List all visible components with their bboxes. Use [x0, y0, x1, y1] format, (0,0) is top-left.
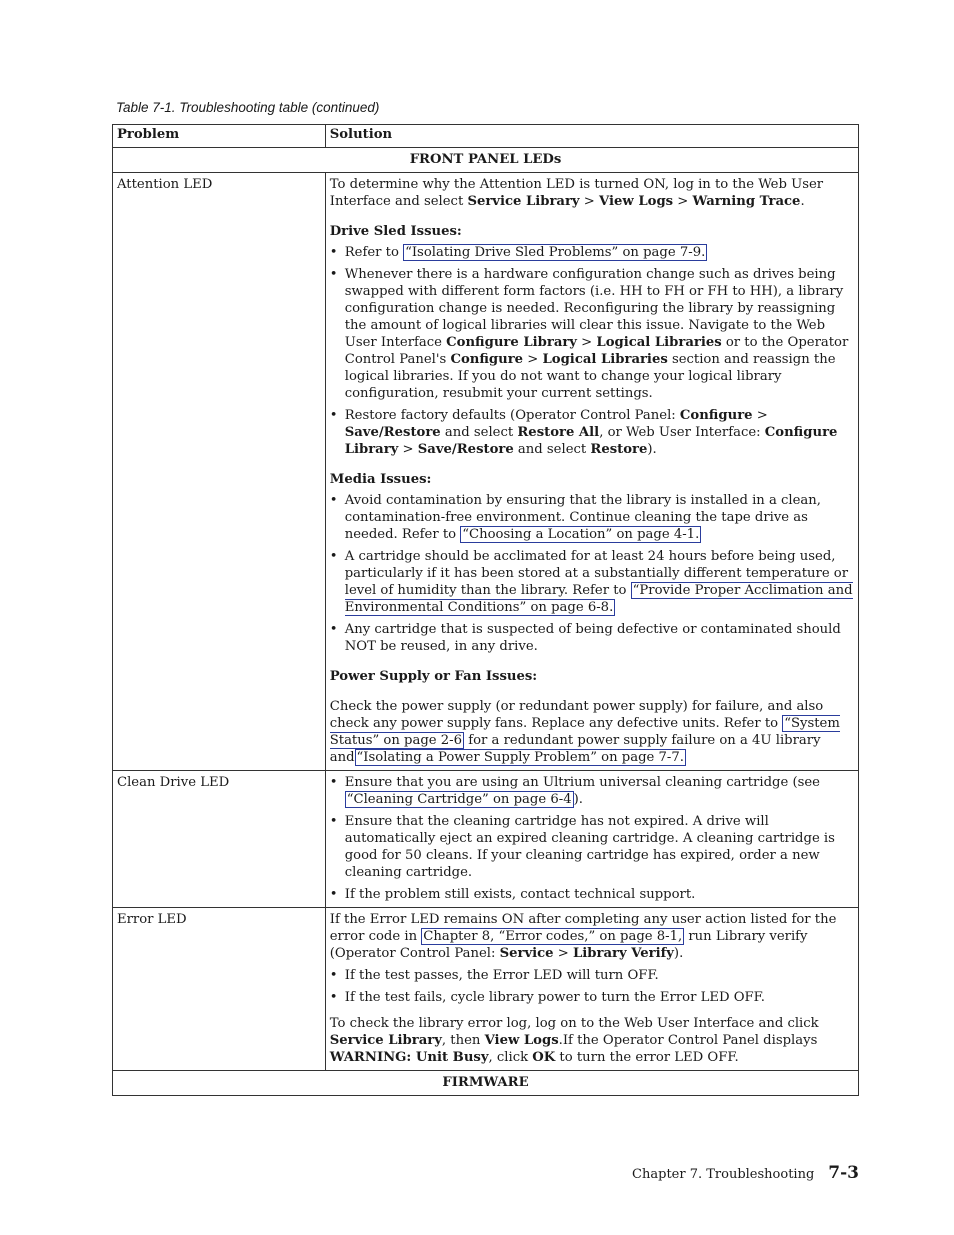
text: for a redundant power supply failure on a 4U library and: [329, 733, 821, 765]
menu-save-restore: Save/Restore: [417, 442, 514, 457]
list-item: [330, 492, 854, 543]
ok-label: OK: [532, 1050, 556, 1065]
list-item: [330, 774, 854, 808]
menu-save-restore: Save/Restore: [344, 425, 441, 440]
table-header-row: [113, 125, 859, 148]
power-supply-text: [330, 698, 854, 766]
menu-logical-libraries: Logical Libraries: [542, 352, 668, 367]
menu-restore: Restore: [590, 442, 648, 457]
link-isolating-drive-sled[interactable]: “Isolating Drive Sled Problems” on page 7-9.: [405, 245, 706, 260]
text: Whenever there is a hardware configuration change such as drives being swapped with different form factors (i.e. HH to FH or FH to HH), a library configuration change is needed. Reconfiguring the library by reassigning the amount of logical libraries will clear this issue. Navigate to the Web User Interface: [344, 267, 844, 350]
text: To determine why the Attention LED is turned ON, log in to the Web User Interface and select: [329, 177, 824, 209]
menu-library-verify: Library Verify: [573, 946, 674, 961]
separator: >: [752, 408, 768, 423]
list-item: [330, 407, 854, 458]
link-isolating-power-supply[interactable]: “Isolating a Power Supply Problem” on page 7-7.: [356, 750, 684, 765]
column-header-solution: Solution: [325, 125, 858, 148]
text: Refer to: [344, 245, 404, 260]
text: ).: [573, 792, 583, 807]
problem-clean-drive-led: Clean Drive LED: [113, 771, 326, 908]
menu-restore-all: Restore All: [517, 425, 600, 440]
error-led-list: [330, 967, 854, 1006]
text: Restore factory defaults (Operator Control Panel:: [344, 408, 680, 423]
menu-configure-library: Configure Library: [446, 335, 577, 350]
separator: >: [398, 442, 418, 457]
attention-intro: [330, 176, 854, 210]
text: run Library verify (Operator Control Panel:: [329, 929, 808, 961]
link-system-status[interactable]: “System Status” on page 2-6: [329, 716, 840, 748]
text: If the Error LED remains ON after completing any user action listed for the error code in: [329, 912, 837, 944]
list-item: • If the test passes, the Error LED will turn OFF.: [330, 967, 854, 984]
menu-logical-libraries: Logical Libraries: [596, 335, 722, 350]
text: Any cartridge that is suspected of being defective or contaminated should NOT be reused, in any drive.: [344, 622, 841, 654]
menu-view-logs: View Logs: [599, 194, 674, 209]
solution-error-led: [325, 908, 858, 1071]
separator: >: [523, 352, 543, 367]
table-row-error-led: [113, 908, 859, 1071]
power-supply-heading: Power Supply or Fan Issues:: [329, 669, 538, 684]
text: or to the Operator Control Panel's: [344, 335, 849, 367]
text: Ensure that the cleaning cartridge has not expired. A drive will automatically eject an expired cleaning cartridge. A cleaning cartridge is good for 50 cleans. If your cleaning cartridge has expired, order a new cleaning cartridge.: [344, 814, 835, 880]
text: , or Web User Interface:: [599, 425, 765, 440]
text: , click: [488, 1050, 533, 1065]
link-error-codes-chapter[interactable]: Chapter 8, “Error codes,” on page 8-1,: [423, 929, 683, 944]
separator: >: [553, 946, 574, 961]
drive-sled-list: [330, 244, 854, 458]
media-issues-list: [330, 492, 854, 655]
list-item: [330, 266, 854, 402]
link-cleaning-cartridge[interactable]: “Cleaning Cartridge” on page 6-4: [346, 792, 572, 807]
section-row-firmware: [113, 1071, 859, 1096]
warning-unit-busy: WARNING: Unit Busy: [329, 1050, 489, 1065]
text: ).: [647, 442, 657, 457]
column-header-problem: Problem: [113, 125, 326, 148]
text: ).: [673, 946, 684, 961]
menu-view-logs: View Logs: [484, 1033, 559, 1048]
menu-configure-library: Configure Library: [344, 425, 838, 457]
menu-service-library: Service Library: [467, 194, 580, 209]
solution-clean-drive-led: [325, 771, 858, 908]
text: To check the library error log, log on to the Web User Interface and click: [329, 1016, 819, 1031]
text: Avoid contamination by ensuring that the library is installed in a clean, contamination-free environment. Continue cleaning the tape drive as needed. Refer to: [344, 493, 821, 542]
text: and select: [440, 425, 518, 440]
text: Ensure that you are using an Ultrium universal cleaning cartridge (see: [344, 775, 820, 790]
page-footer: [632, 1163, 859, 1183]
text: , then: [441, 1033, 485, 1048]
text: .If the Operator Control Panel displays: [558, 1033, 818, 1048]
separator: >: [673, 194, 693, 209]
list-item: • If the test fails, cycle library power to turn the Error LED OFF.: [330, 989, 854, 1006]
link-acclimation[interactable]: “Provide Proper Acclimation and Environmental Conditions” on page 6-8.: [344, 583, 853, 615]
list-item: [330, 621, 854, 655]
clean-drive-list: [330, 774, 854, 903]
troubleshooting-table: [112, 124, 859, 1096]
section-row-front-panel: [113, 148, 859, 173]
menu-configure: Configure: [679, 408, 753, 423]
text: to turn the error LED OFF.: [555, 1050, 739, 1065]
problem-attention-led: Attention LED: [113, 173, 326, 771]
text: and select: [513, 442, 591, 457]
drive-sled-heading: Drive Sled Issues:: [329, 224, 462, 239]
list-item: [330, 813, 854, 881]
menu-service-library: Service Library: [329, 1033, 442, 1048]
solution-attention-led: [325, 173, 858, 771]
page-number: 7-3: [828, 1163, 859, 1183]
menu-configure: Configure: [450, 352, 524, 367]
text: A cartridge should be acclimated for at least 24 hours before being used, particularly if it has been stored at a substantially different temperature or level of humidity than the library. Refer to: [344, 549, 849, 598]
section-firmware: FIRMWARE: [113, 1071, 859, 1096]
problem-error-led: Error LED: [113, 908, 326, 1071]
table-row-clean-drive-led: [113, 771, 859, 908]
table-caption: Table 7-1. Troubleshooting table (continued): [116, 100, 380, 115]
menu-service: Service: [499, 946, 554, 961]
list-item: [330, 548, 854, 616]
table-row-attention-led: [113, 173, 859, 771]
error-intro: [330, 911, 854, 962]
menu-warning-trace: Warning Trace: [692, 194, 801, 209]
separator: >: [579, 194, 600, 209]
error-log-text: [330, 1015, 854, 1066]
text: .: [800, 194, 805, 209]
text: section and reassign the logical libraries. If you do not want to change your logical library configuration, resubmit your current settings.: [344, 352, 836, 401]
separator: >: [576, 335, 597, 350]
link-choosing-location[interactable]: “Choosing a Location” on page 4-1.: [462, 527, 700, 542]
list-item: [330, 886, 854, 903]
text: Check the power supply (or redundant power supply) for failure, and also check any power supply fans. Replace any defective units. Refer to: [329, 699, 824, 731]
media-issues-heading: Media Issues:: [329, 472, 432, 487]
section-front-panel-leds: FRONT PANEL LEDs: [113, 148, 859, 173]
footer-chapter: Chapter 7. Troubleshooting: [632, 1167, 815, 1182]
list-item: [330, 244, 854, 261]
text: If the problem still exists, contact technical support.: [344, 887, 696, 902]
